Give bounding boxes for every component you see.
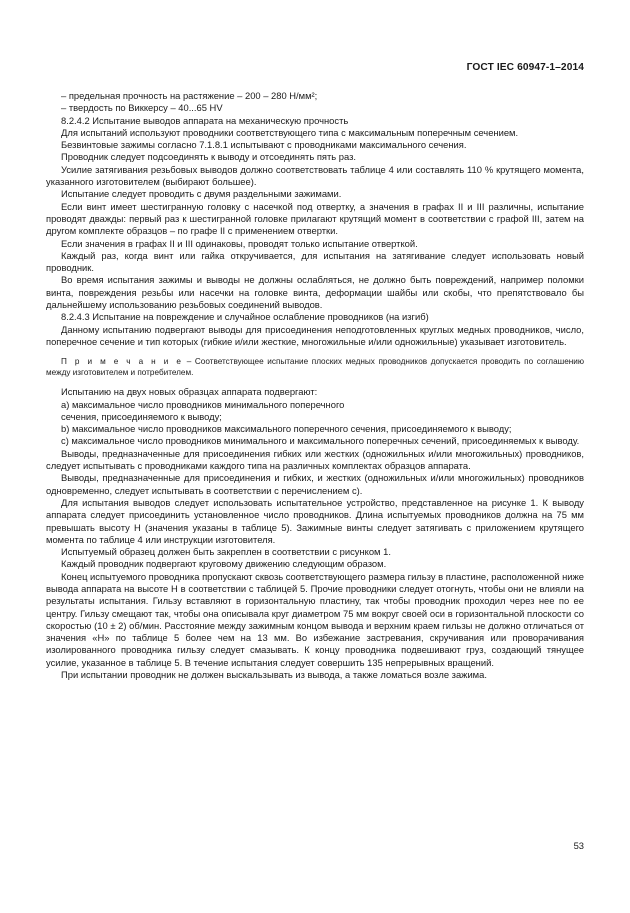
paragraph: Безвинтовые зажимы согласно 7.1.8.1 испытывают с проводниками максимального сечения. [61,139,467,151]
paragraph: Испытанию на двух новых образцах аппарата подвергают: [61,386,318,398]
document-body [46,90,584,681]
paragraph: Данному испытанию подвергают выводы для присоединения неподготовленных круглых медных проводников, число, поперечное сечение и тип которых (гибкие и/или жесткие, многожильные и/или одножильные) указывает изготовитель. [46,323,584,347]
section-heading: 8.2.4.3 Испытание на повреждение и случайное ослабление проводников (на изгиб) [61,311,429,323]
paragraph: – предельная прочность на растяжение – 200 – 280 Н/мм²; [61,90,318,101]
list-item: a) максимальное число проводников минимального поперечного [61,398,345,410]
list-item-continuation: сечения, присоединяемого к выводу; [61,410,222,422]
list-item: c) максимальное число проводников минимального и максимального поперечных сечений, присоединяемых к выводу. [61,435,580,447]
paragraph: Проводник следует подсоединять к выводу и отсоединять пять раз. [61,151,356,163]
paragraph: Выводы, предназначенные для присоединения и гибких, и жестких (одножильных и/или многожильных) проводников одновременно, следует испытывать в соответствии с перечислением c). [46,472,584,496]
document-standard-id: ГОСТ IEC 60947-1–2014 [466,62,584,73]
paragraph: Если винт имеет шестигранную головку с насечкой под отвертку, а значения в графах II и III различны, испытание проводят дважды: первый раз к шестигранной головке прилагают крутящий момент в соответствии с графой III, затем на другом комплекте образцов – по графе II с применением отвертки. [46,200,584,237]
paragraph: Выводы, предназначенные для присоединения гибких или жестких (одножильных и/или многожильных) проводников, следует испытывать с проводниками каждого типа на различных комплектах образцов аппарата. [46,447,584,472]
paragraph: Во время испытания зажимы и выводы не должны ослабляться, не должно быть повреждений, например поломки винта, повреждения резьбы или насечки на головке винта, деформации шайбы или скобы, что препятствовало бы дальнейшему использованию резьбовых соединений выводов. [46,274,584,311]
list-item: b) максимальное число проводников максимального поперечного сечения, присоединяемого к выводу; [61,423,512,435]
paragraph: Испытание следует проводить с двумя раздельными зажимами. [61,188,342,200]
page-number: 53 [573,840,584,851]
paragraph: Если значения в графах II и III одинаковы, проводят только испытание отверткой. [61,237,418,249]
paragraph: – твердость по Виккерсу – 40...65 HV [61,102,223,114]
paragraph: Конец испытуемого проводника пропускают сквозь соответствующего размера гильзу в пластине, расположенной ниже вывода аппарата на высоте Н в соответствии с таблицей 5. Прочие проводники следует отогнуть, чтобы они не влияли на результаты испытания. Гильзу вставляют в горизонтальную пластину, так чтобы проводник проходил через нее по ее центру. Гильзу смещают так, чтобы она описывала круг диаметром 75 мм вокруг своей оси в горизонтальной плоскости со скоростью (10 ± 2) об/мин. Расстояние между зажимным концом вывода и верхним краем гильзы не должно отличаться от значения «Н» по таблице 5 более чем на 13 мм. Во избежание застревания, скручивания или проворачивания изолированного проводника гильзу следует смазывать. К концу проводника подвешивают груз, создающий тянущее усилие, указанное в таблице 5. В течение испытания следует совершить 135 непрерывных вращений. [46,570,584,668]
paragraph: При испытании проводник не должен выскальзывать из вывода, а также ломаться возле зажима. [61,669,487,681]
note-text: – Соответствующее испытание плоских медных проводников допускается проводить по соглашению между изготовителем и потребителем. [46,357,584,378]
paragraph: Для испытаний используют проводники соответствующего типа с максимальным поперечным сечением. [61,126,519,138]
paragraph: Испытуемый образец должен быть закреплен в соответствии с рисунком 1. [61,546,391,558]
paragraph: Усилие затягивания резьбовых выводов должно соответствовать таблице 4 или составлять 110 % крутящего момента, указанного изготовителем (выбирают большее). [46,163,584,188]
paragraph: Каждый проводник подвергают круговому движению следующим образом. [61,558,387,570]
paragraph: Для испытания выводов следует использовать испытательное устройство, представленное на рисунке 1. К выводу аппарата следует присоединить установленное число проводников. Длина испытуемых проводников должна на 75 мм превышать высоту Н (значения указаны в таблице 5). Зажимные винты следует затягивать с приложением крутящего момента по таблице 4 или инструкции изготовителя. [46,496,584,545]
note [46,356,584,378]
note-label: П р и м е ч а н и е [61,357,184,367]
paragraph: Каждый раз, когда винт или гайка откручивается, для испытания на затягивание следует использовать новый проводник. [46,249,584,274]
section-heading: 8.2.4.2 Испытание выводов аппарата на механическую прочность [61,114,349,126]
